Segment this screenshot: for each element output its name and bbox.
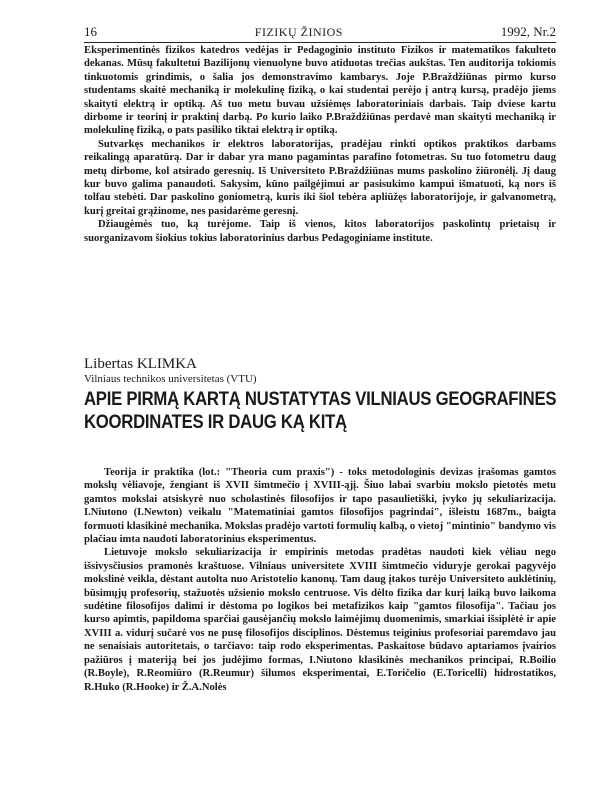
- paragraph: Džiaugėmės tuo, ką turėjome. Taip iš vienos, kitos laboratorijos paskolintų prietaisų ir suorganizavom šiokius tokius laboratorinius darbus Pedagoginiame institute.: [84, 219, 556, 244]
- author-name: Libertas KLIMKA: [84, 356, 197, 372]
- paragraph: Teorija ir praktika (lot.: "Theoria cum praxis") - toks metodologinis devizas įrašomas gamtos mokslų vėliavoje, žengiant iš XVII šimtmečio į XVIII-ąjį. Šiuo labai svarbiu mokslo pietotės metu gamtos mokslai atsiskyrė nuo scholastinės filosofijos ir tapo pasaulietiški, įvyko jų sekuliarizacija. I.Niutono (I.Newton) veikalu "Matematiniai gamtos filosofijos pagrindai", išleistu 1687m., baigta formuoti klasikinė mechanika. Mokslas pradėjo vartoti formulių kalbą, o vietoj "mintinio" bandymo vis plačiau imta naudoti laboratorinius eksperimentus.: [84, 467, 556, 546]
- author-affiliation: Vilniaus technikos universitetas (VTU): [84, 373, 257, 385]
- article-title: APIE PIRMĄ KARTĄ NUSTATYTAS VILNIAUS GEOGRAFINES KOORDINATES IR DAUG KĄ KITĄ: [84, 389, 557, 433]
- paragraph: Eksperimentinės fizikos katedros vedėjas ir Pedagoginio instituto Fizikos ir matematikos fakulteto dekanas. Mūsų fakultetui Bazilijonų vienuolyne buvo atiduotas trečias aukštas. Ten auditorija tokiomis tinkuotomis grindimis, o šalia jos demonstravimo kambarys. Joje P.Braždžiūnas pirmo kurso studentams skaitė mechaniką ir molekulinę fiziką, o kai studentai perėjo į antrą kursą, pradėjo jiems skaityti elektrą ir optiką. Aš tuo metu buvau užsiėmęs laboratoriniais darbais. Taip dviese kartu dirbome ir teorinį ir praktinį darbą. Po kurio laiko P.Braždžiūnas perdavė man skaityti mechaniką ir molekulinę fiziką, o pats pasiliko tiktai elektrą ir optiką.: [84, 45, 556, 137]
- issue-number: 1992, Nr.2: [500, 24, 556, 39]
- paragraph: Sutvarkęs mechanikos ir elektros laboratorijas, pradėjau rinkti optikos praktikos darbams reikalingą aparatūrą. Dar ir dabar yra mano pagamintas parafino fotometras. Su tuo fotometru daug metų dirbome, kol atsirado geresnių. Iš Universiteto P.Braždžiūnas mums paskolino žiūronėlį. Jį daug kur buvo galima panaudoti. Sakysim, kūno pailgėjimui ar pasisukimo kampui išmatuoti, ką nors iš tolfau stebėti. Dar paskolino goniometrą, kuris iki šiol tebėra apliūžęs laboratorijoje, ir galvanometrą, kurį greitai grąžinome, nes pasidarėme geresnį.: [84, 138, 556, 217]
- paragraph: Lietuvoje mokslo sekuliarizacija ir empirinis metodas pradėtas naudoti kiek vėliau nego išsivysčiusios pramonės kraštuose. Vilniaus universitete XVIII šimtmečio viduryje gerokai pagyvėjo mokslinė veikla, dėstant autolta nuo Aristotelio kanonų. Tam daug įtakos turėjo Universiteto auklėtinių, būsimųjų profesorių, stažuotės užsienio mokslo centruose. Vis dėlto fizika dar kurį laiką buvo laikoma sudėtine filosofijos dalimi ir dėstoma po logikos bei metafizikos kaip "gamtos filosofija". Tačiau jos kurso apimtis, papildoma sparčiai gausėjančių mokslo laimėjimų duomenimis, smarkiai išsiplėtė ir apie XVIII a. vidurį sučarė vos ne pusę filosofijos disciplinos. Dėstemus teiginius profesoriai paremdavo jau ne senaisiais autoritetais, o tarčiavo: taip rodo eksperimentas. Paskaitose būdavo aptariamos įvairios pažiūros į materiją bei jos judėjimo formas, I.Niutono klasikinės mechanikos principai, R.Boilio (R.Boyle), R.Reomiūro (R.Reumur) šilumos eksperimentai, E.Toričelio (E.Toricelli) hidrostatikos, R.Huko (R.Hooke) ir Ž.A.Nolės: [84, 547, 556, 693]
- journal-title: FIZIKŲ ŽINIOS: [254, 25, 343, 39]
- page-number: 16: [84, 24, 97, 39]
- article-body: [84, 466, 556, 694]
- page-header: [84, 20, 556, 43]
- previous-article-continuation: [84, 44, 556, 245]
- article-heading: [84, 356, 556, 434]
